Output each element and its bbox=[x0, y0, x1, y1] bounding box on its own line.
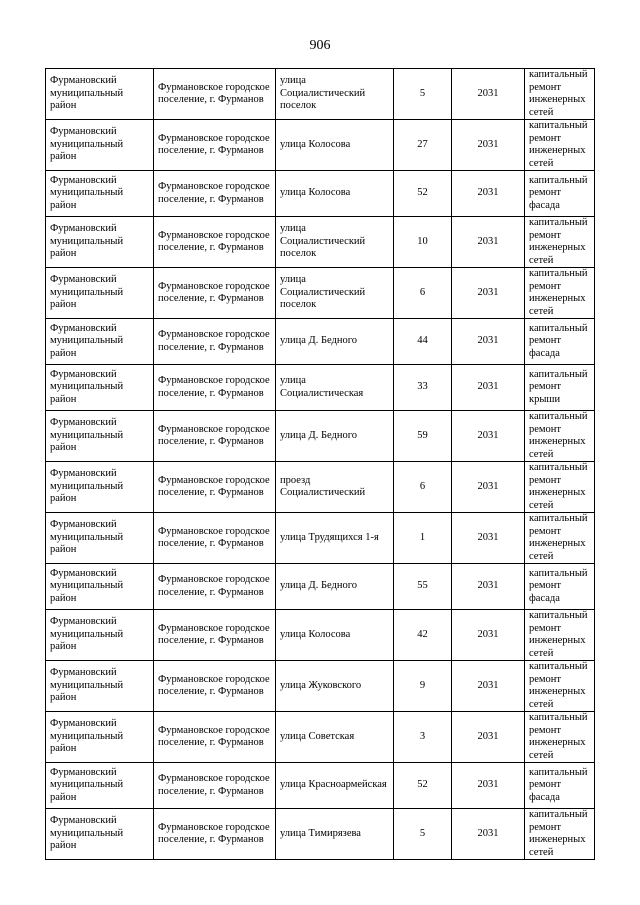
house-number-cell: 5 bbox=[394, 69, 452, 120]
settlement-cell: Фурмановское городское поселение, г. Фурманов bbox=[154, 365, 276, 411]
year-cell: 2031 bbox=[452, 763, 525, 809]
street-cell: улица Социалистический поселок bbox=[276, 69, 394, 120]
district-cell: Фурмановский муниципальный район bbox=[46, 661, 154, 712]
table-row bbox=[46, 411, 595, 462]
year-cell: 2031 bbox=[452, 610, 525, 661]
settlement-cell: Фурмановское городское поселение, г. Фурманов bbox=[154, 217, 276, 268]
settlement-cell: Фурмановское городское поселение, г. Фурманов bbox=[154, 809, 276, 860]
table-row bbox=[46, 564, 595, 610]
table-row bbox=[46, 513, 595, 564]
district-cell: Фурмановский муниципальный район bbox=[46, 411, 154, 462]
table-row bbox=[46, 809, 595, 860]
district-cell: Фурмановский муниципальный район bbox=[46, 69, 154, 120]
year-cell: 2031 bbox=[452, 365, 525, 411]
house-number-cell: 5 bbox=[394, 809, 452, 860]
house-number-cell: 27 bbox=[394, 120, 452, 171]
house-number-cell: 55 bbox=[394, 564, 452, 610]
settlement-cell: Фурмановское городское поселение, г. Фурманов bbox=[154, 411, 276, 462]
house-number-cell: 59 bbox=[394, 411, 452, 462]
year-cell: 2031 bbox=[452, 268, 525, 319]
house-number-cell: 6 bbox=[394, 462, 452, 513]
house-number-cell: 52 bbox=[394, 763, 452, 809]
street-cell: улица Социалистический поселок bbox=[276, 217, 394, 268]
settlement-cell: Фурмановское городское поселение, г. Фурманов bbox=[154, 462, 276, 513]
district-cell: Фурмановский муниципальный район bbox=[46, 712, 154, 763]
district-cell: Фурмановский муниципальный район bbox=[46, 564, 154, 610]
district-cell: Фурмановский муниципальный район bbox=[46, 319, 154, 365]
settlement-cell: Фурмановское городское поселение, г. Фурманов bbox=[154, 69, 276, 120]
table-row bbox=[46, 661, 595, 712]
house-number-cell: 33 bbox=[394, 365, 452, 411]
page-number: 906 bbox=[309, 38, 331, 53]
settlement-cell: Фурмановское городское поселение, г. Фурманов bbox=[154, 268, 276, 319]
street-cell: проезд Социалистический bbox=[276, 462, 394, 513]
year-cell: 2031 bbox=[452, 120, 525, 171]
year-cell: 2031 bbox=[452, 217, 525, 268]
work-type-cell: капитальный ремонт инженерных сетей bbox=[525, 661, 595, 712]
house-number-cell: 42 bbox=[394, 610, 452, 661]
table-row bbox=[46, 217, 595, 268]
street-cell: улица Д. Бедного bbox=[276, 411, 394, 462]
street-cell: улица Трудящихся 1-я bbox=[276, 513, 394, 564]
settlement-cell: Фурмановское городское поселение, г. Фурманов bbox=[154, 661, 276, 712]
street-cell: улица Д. Бедного bbox=[276, 564, 394, 610]
table-row bbox=[46, 610, 595, 661]
work-type-cell: капитальный ремонт фасада bbox=[525, 171, 595, 217]
house-number-cell: 52 bbox=[394, 171, 452, 217]
house-number-cell: 3 bbox=[394, 712, 452, 763]
table-row bbox=[46, 319, 595, 365]
work-type-cell: капитальный ремонт инженерных сетей bbox=[525, 462, 595, 513]
year-cell: 2031 bbox=[452, 462, 525, 513]
table-row bbox=[46, 268, 595, 319]
district-cell: Фурмановский муниципальный район bbox=[46, 268, 154, 319]
work-type-cell: капитальный ремонт инженерных сетей bbox=[525, 268, 595, 319]
work-type-cell: капитальный ремонт фасада bbox=[525, 564, 595, 610]
work-type-cell: капитальный ремонт инженерных сетей bbox=[525, 217, 595, 268]
year-cell: 2031 bbox=[452, 564, 525, 610]
street-cell: улица Социалистическая bbox=[276, 365, 394, 411]
year-cell: 2031 bbox=[452, 171, 525, 217]
work-type-cell: капитальный ремонт инженерных сетей bbox=[525, 120, 595, 171]
work-type-cell: капитальный ремонт инженерных сетей bbox=[525, 610, 595, 661]
work-type-cell: капитальный ремонт инженерных сетей bbox=[525, 513, 595, 564]
district-cell: Фурмановский муниципальный район bbox=[46, 217, 154, 268]
repair-schedule-table bbox=[45, 68, 595, 860]
year-cell: 2031 bbox=[452, 513, 525, 564]
year-cell: 2031 bbox=[452, 319, 525, 365]
street-cell: улица Колосова bbox=[276, 610, 394, 661]
district-cell: Фурмановский муниципальный район bbox=[46, 365, 154, 411]
year-cell: 2031 bbox=[452, 661, 525, 712]
district-cell: Фурмановский муниципальный район bbox=[46, 462, 154, 513]
settlement-cell: Фурмановское городское поселение, г. Фурманов bbox=[154, 610, 276, 661]
year-cell: 2031 bbox=[452, 712, 525, 763]
year-cell: 2031 bbox=[452, 411, 525, 462]
district-cell: Фурмановский муниципальный район bbox=[46, 120, 154, 171]
house-number-cell: 6 bbox=[394, 268, 452, 319]
street-cell: улица Колосова bbox=[276, 120, 394, 171]
house-number-cell: 10 bbox=[394, 217, 452, 268]
house-number-cell: 1 bbox=[394, 513, 452, 564]
table-row bbox=[46, 763, 595, 809]
street-cell: улица Тимирязева bbox=[276, 809, 394, 860]
street-cell: улица Советская bbox=[276, 712, 394, 763]
table-row bbox=[46, 712, 595, 763]
year-cell: 2031 bbox=[452, 809, 525, 860]
district-cell: Фурмановский муниципальный район bbox=[46, 171, 154, 217]
house-number-cell: 44 bbox=[394, 319, 452, 365]
street-cell: улица Красноармейская bbox=[276, 763, 394, 809]
settlement-cell: Фурмановское городское поселение, г. Фурманов bbox=[154, 513, 276, 564]
district-cell: Фурмановский муниципальный район bbox=[46, 763, 154, 809]
district-cell: Фурмановский муниципальный район bbox=[46, 513, 154, 564]
settlement-cell: Фурмановское городское поселение, г. Фурманов bbox=[154, 319, 276, 365]
work-type-cell: капитальный ремонт крыши bbox=[525, 365, 595, 411]
work-type-cell: капитальный ремонт инженерных сетей bbox=[525, 712, 595, 763]
house-number-cell: 9 bbox=[394, 661, 452, 712]
table-row bbox=[46, 365, 595, 411]
table-row bbox=[46, 462, 595, 513]
street-cell: улица Социалистический поселок bbox=[276, 268, 394, 319]
settlement-cell: Фурмановское городское поселение, г. Фурманов bbox=[154, 763, 276, 809]
table-row bbox=[46, 69, 595, 120]
street-cell: улица Д. Бедного bbox=[276, 319, 394, 365]
settlement-cell: Фурмановское городское поселение, г. Фурманов bbox=[154, 564, 276, 610]
street-cell: улица Колосова bbox=[276, 171, 394, 217]
district-cell: Фурмановский муниципальный район bbox=[46, 610, 154, 661]
work-type-cell: капитальный ремонт инженерных сетей bbox=[525, 69, 595, 120]
table-row bbox=[46, 120, 595, 171]
settlement-cell: Фурмановское городское поселение, г. Фурманов bbox=[154, 712, 276, 763]
work-type-cell: капитальный ремонт фасада bbox=[525, 319, 595, 365]
work-type-cell: капитальный ремонт инженерных сетей bbox=[525, 809, 595, 860]
table-row bbox=[46, 171, 595, 217]
work-type-cell: капитальный ремонт инженерных сетей bbox=[525, 411, 595, 462]
district-cell: Фурмановский муниципальный район bbox=[46, 809, 154, 860]
settlement-cell: Фурмановское городское поселение, г. Фурманов bbox=[154, 171, 276, 217]
work-type-cell: капитальный ремонт фасада bbox=[525, 763, 595, 809]
street-cell: улица Жуковского bbox=[276, 661, 394, 712]
settlement-cell: Фурмановское городское поселение, г. Фурманов bbox=[154, 120, 276, 171]
year-cell: 2031 bbox=[452, 69, 525, 120]
